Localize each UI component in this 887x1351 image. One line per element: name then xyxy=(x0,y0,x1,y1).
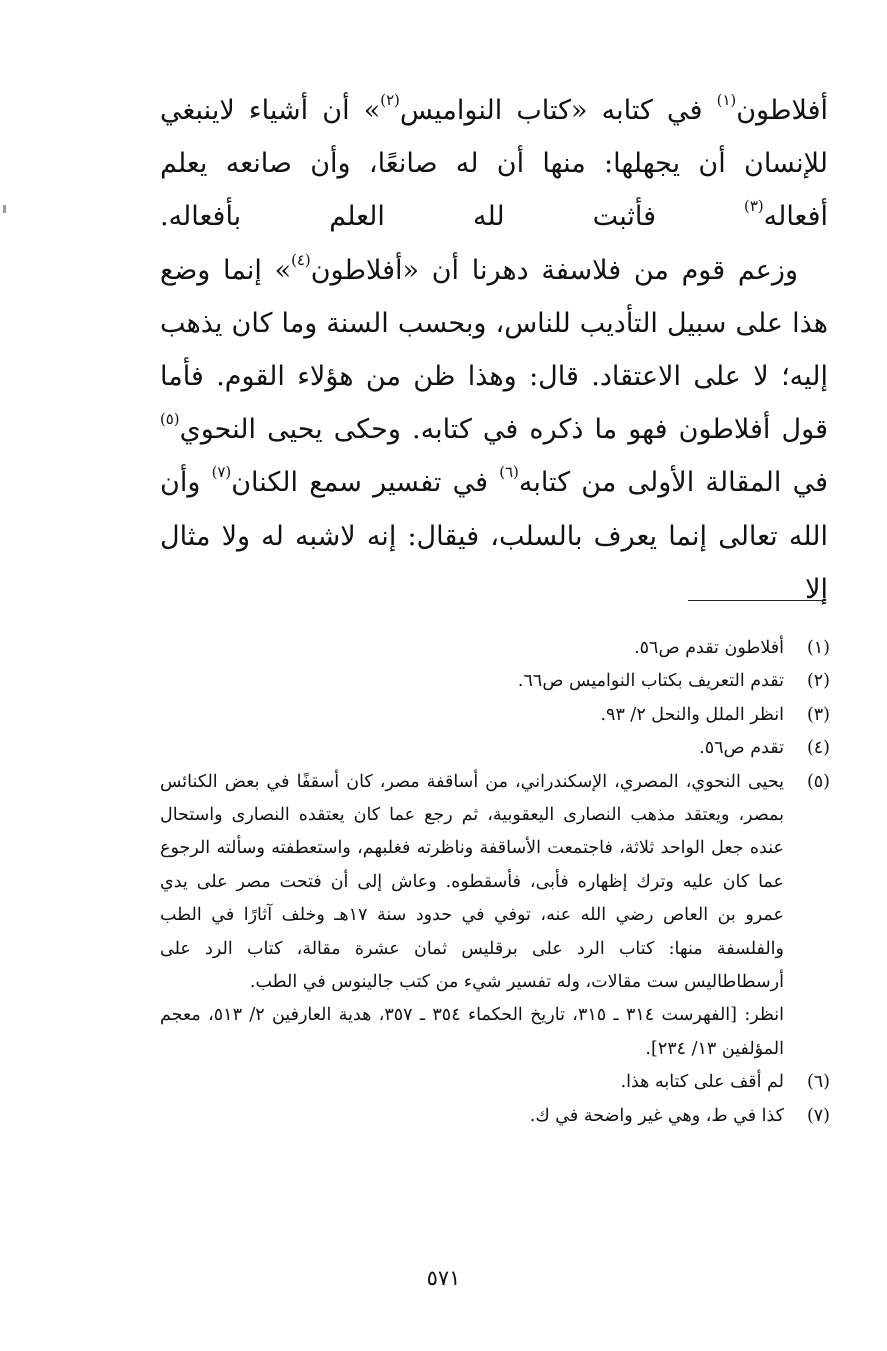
text-run: » أن أشياء لاينبغي للإنسان أن يجهلها: منها أن له صانعًا، وأن صانعه يعلم أفعاله xyxy=(160,95,828,233)
footnote-text: أفلاطون تقدم ص٥٦. xyxy=(634,638,784,658)
footnote-text: انظر الملل والنحل ٢/ ٩٣. xyxy=(600,704,784,725)
text-run: في كتابه «كتاب النواميس xyxy=(399,95,717,126)
footnote-text-block xyxy=(160,766,784,1067)
footnote-7 xyxy=(160,1100,830,1133)
page-number: ٥٧١ xyxy=(426,1266,461,1290)
main-text xyxy=(160,84,828,616)
text-run: أفلاطون xyxy=(736,95,829,126)
footnote-number: (٣) xyxy=(806,704,830,725)
footnotes xyxy=(160,632,830,1133)
footnote-number: (٥) xyxy=(806,771,830,792)
footnote-6 xyxy=(160,1066,830,1099)
text-run: » إنما وضع هذا على سبيل التأديب للناس، وبحسب السنة وما كان يذهب إليه؛ لا على الاعتقاد. قال: وهذا ظن من هؤلاء القوم. فأما قول أفلاطون فهو ما ذكره في كتابه. وحكى يحيى النحوي xyxy=(160,254,828,446)
paragraph-2 xyxy=(160,244,828,616)
footnote-number: (٢) xyxy=(806,671,830,692)
footnote-3 xyxy=(160,699,830,732)
footnote-5 xyxy=(160,766,830,1067)
text-run: فأثبت لله العلم بأفعاله. xyxy=(160,201,745,233)
text-run: وزعم قوم من فلاسفة دهرنا أن «أفلاطون xyxy=(310,254,798,286)
footnote-4 xyxy=(160,732,830,765)
footnote-number: (٧) xyxy=(806,1105,830,1126)
footnote-text: يحيى النحوي، المصري، الإسكندراني، من أساقفة مصر، كان أسقفًا في بعض الكنائس بمصر، ويعتقد مذهب النصارى اليعقوبية، ثم رجع عما كان يعتقده النصارى واستحال عنده جعل الواحد ثلاثة، فاجتمعت الأساقفة وناظرته فغلبهم، واستعطفته وسألته الرجوع عما كان عليه وترك إظهاره فأبى، فأسقطوه. وعاش إلى أن فتحت مصر على يدي عمرو بن العاص رضي الله عنه، توفي في حدود سنة ١٧هـ وخلف آثارًا في الطب والفلسفة منها: كتاب الرد على برقليس ثمان عشرة مقالة، كتاب الرد على أرسطاطاليس ست مقالات، وله تفسير شيء من كتب جالينوس في الطب. xyxy=(160,771,784,993)
footnote-ref-6[interactable]: (٦) xyxy=(499,463,519,482)
footnote-ref-3[interactable]: (٣) xyxy=(744,197,764,216)
text-run: وأن الله تعالى إنما يعرف بالسلب، فيقال: إنه لاشبه له ولا مثال إلا xyxy=(160,467,828,605)
footnote-number: (١) xyxy=(806,638,830,658)
footnote-text: كذا في ط، وهي غير واضحة في ك. xyxy=(529,1105,784,1126)
footnote-text: تقدم التعريف بكتاب النواميس ص٦٦. xyxy=(517,671,784,692)
footnote-number: (٦) xyxy=(806,1072,830,1093)
footnote-ref-7[interactable]: (٧) xyxy=(211,463,232,482)
paragraph-1 xyxy=(160,84,828,244)
footnote-ref-2[interactable]: (٢) xyxy=(380,90,400,109)
footnote-text: لم أقف على كتابه هذا. xyxy=(620,1072,784,1093)
footnote-text: تقدم ص٥٦. xyxy=(699,738,784,759)
text-run: في المقالة الأولى من كتابه xyxy=(518,467,828,499)
text-run: في تفسير سمع الكنان xyxy=(231,467,500,499)
footnote-1 xyxy=(160,632,830,665)
footnote-ref-4[interactable]: (٤) xyxy=(291,250,311,269)
footnote-references: انظر: [الفهرست ٣١٤ ـ ٣١٥، تاريخ الحكماء ٣٥٤ ـ ٣٥٧، هدية العارفين ٢/ ٥١٣، معجم المؤلفين ١٣/ ٢٣٤]. xyxy=(160,1005,784,1059)
footnote-ref-1[interactable]: (١) xyxy=(716,90,737,109)
footnote-ref-5[interactable]: (٥) xyxy=(160,410,180,429)
footnote-separator xyxy=(688,600,826,601)
footnote-2 xyxy=(160,665,830,698)
footnote-number: (٤) xyxy=(806,738,830,759)
scan-edge-mark xyxy=(3,205,6,213)
